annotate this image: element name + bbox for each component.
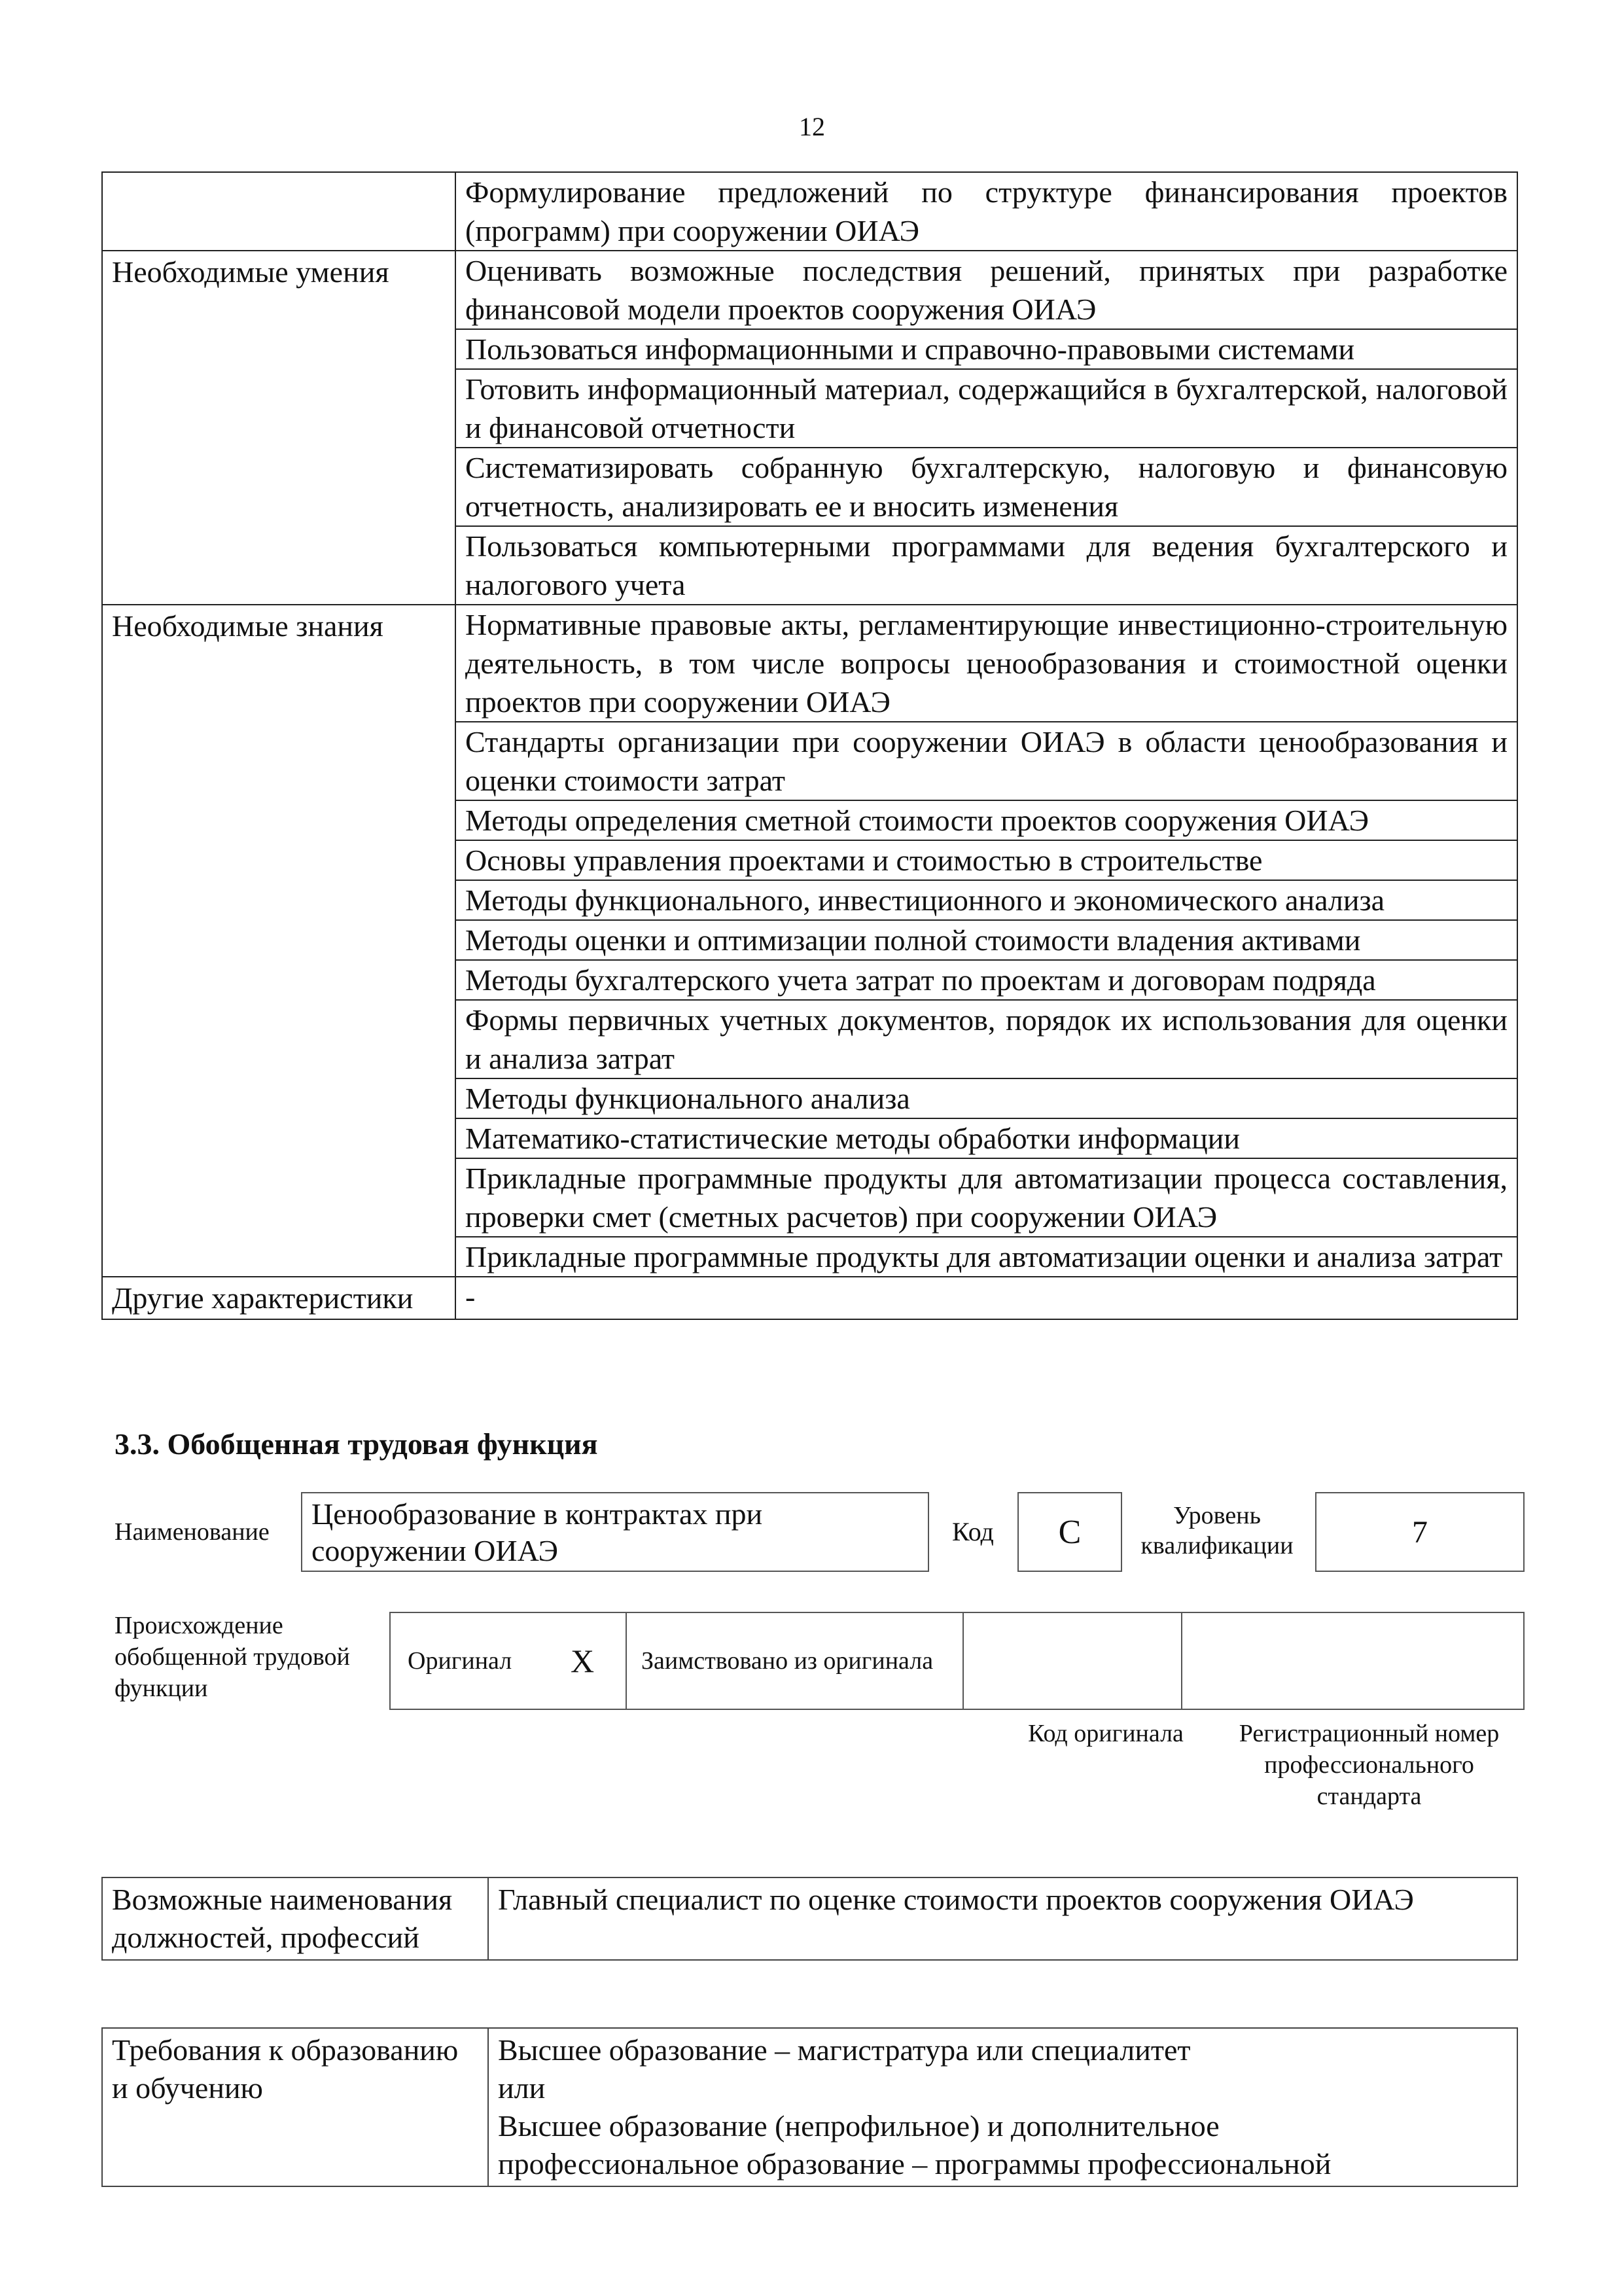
code-label: Код (952, 1517, 994, 1546)
skills-label: Необходимые умения (102, 251, 455, 605)
skill-item: Систематизировать собранную бухгалтерскую, налоговую и финансовую отчетность, анализировать ее и вносить изменения (455, 448, 1517, 526)
other-label: Другие характеристики (102, 1277, 455, 1319)
reg-number-caption: Регистрационный номер профессионального стандарта (1239, 1720, 1500, 1810)
knowledge-item: Прикладные программные продукты для автоматизации процесса составления, проверки смет (сметных расчетов) при сооружении ОИАЭ (455, 1158, 1517, 1237)
knowledge-item: Основы управления проектами и стоимостью в строительстве (455, 840, 1517, 880)
positions-table (101, 1877, 1518, 1961)
education-table (101, 2027, 1518, 2187)
competency-table (101, 171, 1518, 1320)
original-label: Оригинал (390, 1612, 539, 1709)
table-row (102, 172, 1517, 251)
table-row (390, 1612, 1524, 1709)
positions-value: Главный специалист по оценке стоимости проектов сооружения ОИАЭ (488, 1877, 1517, 1960)
borrowed-label: Заимствовано из оригинала (626, 1612, 963, 1709)
origin-label: Происхождение обобщенной трудовой функции (115, 1612, 350, 1702)
table-row (102, 1877, 1517, 1960)
knowledge-label: Необходимые знания (102, 605, 455, 1277)
other-value: - (455, 1277, 1517, 1319)
origin-table (389, 1612, 1525, 1710)
empty-label-cell (102, 172, 455, 251)
table-row (102, 605, 1517, 722)
knowledge-item: Нормативные правовые акты, регламентирующие инвестиционно-строительную деятельность, в том числе вопросы ценообразования и стоимостной оценки проектов при сооружении ОИАЭ (455, 605, 1517, 722)
knowledge-item: Методы функционального, инвестиционного и экономического анализа (455, 880, 1517, 920)
knowledge-item: Методы определения сметной стоимости проектов сооружения ОИАЭ (455, 800, 1517, 840)
level-label: Уровень квалификации (1140, 1502, 1294, 1559)
education-value (488, 2028, 1517, 2186)
code-original-caption: Код оригинала (1028, 1720, 1184, 1747)
table-cell: Формулирование предложений по структуре финансирования проектов (программ) при сооружении ОИАЭ (455, 172, 1517, 251)
knowledge-item: Прикладные программные продукты для автоматизации оценки и анализа затрат (455, 1237, 1517, 1277)
knowledge-item: Методы оценки и оптимизации полной стоимости владения активами (455, 920, 1517, 960)
education-line: Высшее образование – магистратура или специалитет (498, 2033, 1191, 2067)
knowledge-item: Математико-статистические методы обработки информации (455, 1118, 1517, 1158)
name-label: Наименование (115, 1518, 270, 1546)
reg-number-cell (1182, 1612, 1524, 1709)
level-value: 7 (1315, 1492, 1525, 1572)
section-heading: 3.3. Обобщенная трудовая функция (115, 1427, 598, 1461)
education-label: Требования к образованию и обучению (102, 2028, 488, 2186)
knowledge-item: Формы первичных учетных документов, порядок их использования для оценки и анализа затрат (455, 1000, 1517, 1078)
name-value: Ценообразование в контрактах при сооружении ОИАЭ (301, 1492, 929, 1572)
table-row (102, 1277, 1517, 1319)
knowledge-item: Методы функционального анализа (455, 1078, 1517, 1118)
education-line: Высшее образование (непрофильное) и дополнительное (498, 2109, 1220, 2143)
skill-item: Пользоваться информационными и справочно-правовыми системами (455, 329, 1517, 369)
knowledge-item: Методы бухгалтерского учета затрат по проектам и договорам подряда (455, 960, 1517, 1000)
skill-item: Пользоваться компьютерными программами для ведения бухгалтерского и налогового учета (455, 526, 1517, 605)
skill-item: Готовить информационный материал, содержащийся в бухгалтерской, налоговой и финансовой отчетности (455, 369, 1517, 448)
original-mark: X (539, 1612, 626, 1709)
positions-label: Возможные наименования должностей, профессий (102, 1877, 488, 1960)
table-row (102, 251, 1517, 329)
code-original-cell (963, 1612, 1182, 1709)
skill-item: Оценивать возможные последствия решений, принятых при разработке финансовой модели проектов сооружения ОИАЭ (455, 251, 1517, 329)
code-value: C (1017, 1492, 1122, 1572)
table-row (102, 2028, 1517, 2186)
education-line: профессиональное образование – программы профессиональной (498, 2147, 1332, 2180)
page-number: 12 (799, 112, 825, 141)
education-line: или (498, 2071, 546, 2105)
knowledge-item: Стандарты организации при сооружении ОИАЭ в области ценообразования и оценки стоимости затрат (455, 722, 1517, 800)
